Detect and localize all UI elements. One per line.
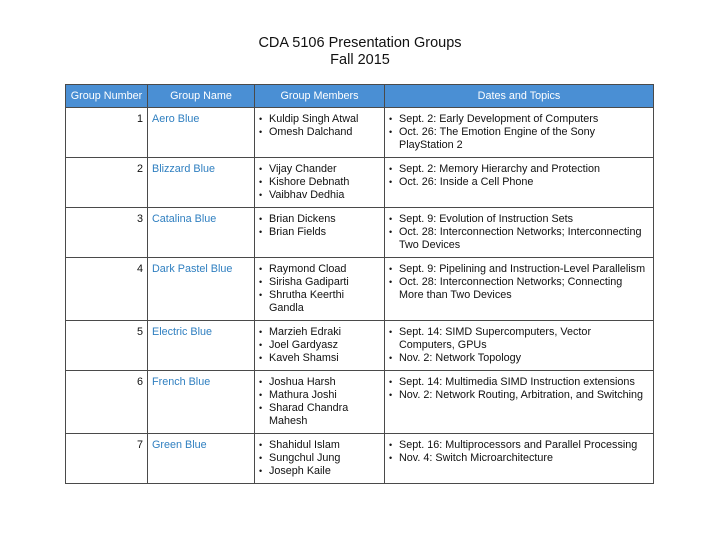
topic-text: Oct. 26: The Emotion Engine of the Sony PlayStation 2: [399, 126, 596, 151]
member-item: [259, 126, 380, 139]
group-number-cell: 5: [66, 321, 148, 371]
bullet-icon: •: [389, 264, 393, 274]
bullet-icon: •: [259, 327, 263, 337]
member-item: [259, 189, 380, 202]
group-name-cell: Dark Pastel Blue: [148, 258, 255, 321]
bullet-icon: •: [389, 440, 393, 450]
member-name: Joel Gardyasz: [269, 339, 339, 351]
topic-item: [389, 113, 649, 126]
member-name: Sungchul Jung: [269, 452, 341, 464]
member-item: [259, 163, 380, 176]
bullet-icon: •: [389, 177, 393, 187]
groups-table: [65, 84, 654, 484]
bullet-icon: •: [259, 127, 263, 137]
bullet-icon: •: [259, 377, 263, 387]
member-name: Raymond Cload: [269, 263, 347, 275]
topic-text: Oct. 26: Inside a Cell Phone: [399, 176, 534, 188]
bullet-icon: •: [259, 466, 263, 476]
header-dates-topics: Dates and Topics: [385, 85, 654, 108]
topic-item: [389, 276, 649, 302]
group-members-cell: [255, 158, 385, 208]
document-title: [0, 35, 720, 69]
topic-text: Sept. 14: SIMD Supercomputers, Vector Computers, GPUs: [399, 326, 592, 351]
header-group-number: Group Number: [66, 85, 148, 108]
bullet-icon: •: [389, 164, 393, 174]
title-line-2: Fall 2015: [330, 52, 390, 68]
bullet-icon: •: [389, 353, 393, 363]
table-row: [66, 208, 654, 258]
member-item: [259, 439, 380, 452]
bullet-icon: •: [259, 353, 263, 363]
member-name: Vijay Chander: [269, 163, 337, 175]
member-item: [259, 402, 380, 428]
group-members-cell: [255, 208, 385, 258]
topic-item: [389, 263, 649, 276]
group-number-cell: 6: [66, 371, 148, 434]
bullet-icon: •: [259, 277, 263, 287]
topics-list: [389, 439, 649, 465]
member-name: Sharad Chandra Mahesh: [269, 402, 349, 427]
topic-text: Nov. 2: Network Routing, Arbitration, and Switching: [399, 389, 644, 401]
bullet-icon: •: [259, 164, 263, 174]
bullet-icon: •: [259, 264, 263, 274]
bullet-icon: •: [259, 390, 263, 400]
bullet-icon: •: [259, 440, 263, 450]
bullet-icon: •: [259, 227, 263, 237]
table-row: [66, 108, 654, 158]
members-list: [259, 263, 380, 315]
member-item: [259, 213, 380, 226]
member-item: [259, 389, 380, 402]
member-name: Shrutha Keerthi Gandla: [269, 289, 345, 314]
group-number-cell: 2: [66, 158, 148, 208]
group-number-cell: 7: [66, 434, 148, 484]
member-name: Sirisha Gadiparti: [269, 276, 349, 288]
topic-item: [389, 439, 649, 452]
member-name: Marzieh Edraki: [269, 326, 342, 338]
topic-text: Oct. 28: Interconnection Networks; Interconnecting Two Devices: [399, 226, 642, 251]
members-list: [259, 439, 380, 478]
bullet-icon: •: [259, 114, 263, 124]
dates-topics-cell: [385, 158, 654, 208]
member-item: [259, 326, 380, 339]
table-row: [66, 258, 654, 321]
members-list: [259, 163, 380, 202]
member-name: Mathura Joshi: [269, 389, 337, 401]
member-name: Kaveh Shamsi: [269, 352, 339, 364]
topic-text: Sept. 14: Multimedia SIMD Instruction extensions: [399, 376, 635, 388]
member-item: [259, 113, 380, 126]
topic-text: Sept. 9: Pipelining and Instruction-Level Parallelism: [399, 263, 646, 275]
member-name: Brian Fields: [269, 226, 327, 238]
bullet-icon: •: [389, 227, 393, 237]
member-name: Shahidul Islam: [269, 439, 340, 451]
bullet-icon: •: [259, 340, 263, 350]
group-name-cell: Blizzard Blue: [148, 158, 255, 208]
topics-list: [389, 113, 649, 152]
members-list: [259, 213, 380, 239]
topic-item: [389, 452, 649, 465]
topics-list: [389, 263, 649, 302]
topic-item: [389, 376, 649, 389]
member-item: [259, 176, 380, 189]
member-item: [259, 263, 380, 276]
table-row: [66, 371, 654, 434]
title-line-1: CDA 5106 Presentation Groups: [258, 35, 462, 51]
topics-list: [389, 163, 649, 189]
member-item: [259, 452, 380, 465]
bullet-icon: •: [389, 277, 393, 287]
topic-item: [389, 352, 649, 365]
member-name: Brian Dickens: [269, 213, 336, 225]
bullet-icon: •: [389, 390, 393, 400]
topics-list: [389, 326, 649, 365]
topic-item: [389, 176, 649, 189]
group-name-cell: Aero Blue: [148, 108, 255, 158]
bullet-icon: •: [389, 377, 393, 387]
member-name: Joseph Kaile: [269, 465, 331, 477]
members-list: [259, 376, 380, 428]
member-item: [259, 226, 380, 239]
topic-item: [389, 326, 649, 352]
topic-item: [389, 163, 649, 176]
bullet-icon: •: [389, 214, 393, 224]
topic-text: Sept. 2: Early Development of Computers: [399, 113, 599, 125]
topic-text: Nov. 2: Network Topology: [399, 352, 522, 364]
member-name: Vaibhav Dedhia: [269, 189, 345, 201]
topics-list: [389, 376, 649, 402]
topic-item: [389, 213, 649, 226]
table-body: [66, 108, 654, 484]
table-row: [66, 321, 654, 371]
bullet-icon: •: [259, 453, 263, 463]
topic-item: [389, 389, 649, 402]
group-name-cell: French Blue: [148, 371, 255, 434]
member-item: [259, 276, 380, 289]
group-members-cell: [255, 108, 385, 158]
group-number-cell: 4: [66, 258, 148, 321]
dates-topics-cell: [385, 321, 654, 371]
group-name-cell: Catalina Blue: [148, 208, 255, 258]
bullet-icon: •: [259, 403, 263, 413]
member-item: [259, 289, 380, 315]
table-row: [66, 158, 654, 208]
members-list: [259, 326, 380, 365]
topic-text: Sept. 9: Evolution of Instruction Sets: [399, 213, 574, 225]
header-group-name: Group Name: [148, 85, 255, 108]
topics-list: [389, 213, 649, 252]
topic-text: Sept. 16: Multiprocessors and Parallel Processing: [399, 439, 638, 451]
header-group-members: Group Members: [255, 85, 385, 108]
topic-text: Oct. 28: Interconnection Networks; Connecting More than Two Devices: [399, 276, 623, 301]
members-list: [259, 113, 380, 139]
group-members-cell: [255, 321, 385, 371]
member-item: [259, 339, 380, 352]
table-row: [66, 434, 654, 484]
bullet-icon: •: [389, 127, 393, 137]
topic-item: [389, 226, 649, 252]
dates-topics-cell: [385, 258, 654, 321]
member-name: Joshua Harsh: [269, 376, 336, 388]
group-members-cell: [255, 258, 385, 321]
group-name-cell: Electric Blue: [148, 321, 255, 371]
bullet-icon: •: [259, 290, 263, 300]
group-members-cell: [255, 371, 385, 434]
dates-topics-cell: [385, 208, 654, 258]
dates-topics-cell: [385, 434, 654, 484]
bullet-icon: •: [389, 114, 393, 124]
topic-item: [389, 126, 649, 152]
bullet-icon: •: [389, 327, 393, 337]
group-number-cell: 1: [66, 108, 148, 158]
topic-text: Sept. 2: Memory Hierarchy and Protection: [399, 163, 601, 175]
group-number-cell: 3: [66, 208, 148, 258]
table-header-row: [66, 85, 654, 108]
member-name: Omesh Dalchand: [269, 126, 353, 138]
bullet-icon: •: [259, 190, 263, 200]
dates-topics-cell: [385, 108, 654, 158]
bullet-icon: •: [389, 453, 393, 463]
group-name-cell: Green Blue: [148, 434, 255, 484]
dates-topics-cell: [385, 371, 654, 434]
member-item: [259, 352, 380, 365]
bullet-icon: •: [259, 177, 263, 187]
member-item: [259, 376, 380, 389]
member-item: [259, 465, 380, 478]
member-name: Kishore Debnath: [269, 176, 350, 188]
member-name: Kuldip Singh Atwal: [269, 113, 359, 125]
group-members-cell: [255, 434, 385, 484]
bullet-icon: •: [259, 214, 263, 224]
topic-text: Nov. 4: Switch Microarchitecture: [399, 452, 554, 464]
